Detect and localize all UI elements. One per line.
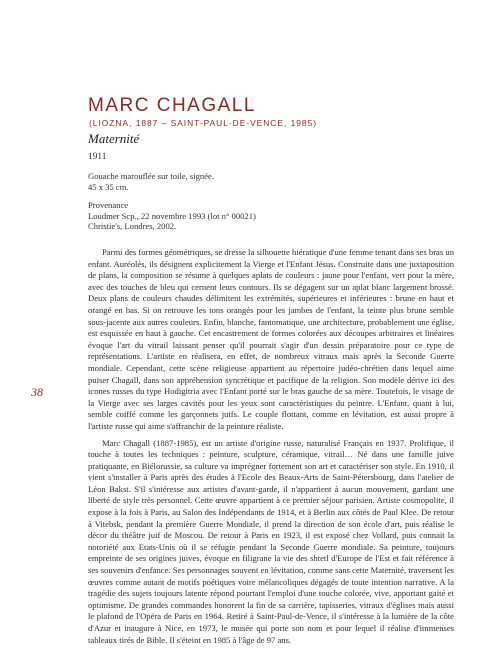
description-paragraph: Marc Chagall (1887-1985), est un artiste d'origine russe, naturalisé Français en 1937. Prolifique, il touche à toutes les techniques : peinture, sculpture, céramique, vitrail… Né dans une famille juive pratiquante, en Biélorussie, sa culture va imprégner fortement son art et caractériser son style. En 1910, il vient s'installer à Paris après des études à l'Ecole des Beaux-Arts de Saint-Pétersbourg, dans l'atelier de Léon Bakst. S'il s'intéresse aux artistes d'avant-garde, il n'appartient à aucun mouvement, gardant une liberté de style très personnel. Cette œuvre appartient à ce premier séjour parisien. Artiste cosmopolite, il expose à la fois à Paris, au Salon des Indépendants de 1914, et à Berlin aux côtés de Paul Klee. De retour à Vitebsk, pendant la première Guerre Mondiale, il prend la direction de son école d'art, puis réalise le décor du théâtre juif de Moscou. De retour à Paris en 1923, il est exposé chez Vollard, puis connait la notoriété aux Etats-Unis où il se réfugie pendant la Seconde Guerre mondiale. Sa peinture, toujours empreinte de ses origines juives, évoque en filigrane la vie des shtetl d'Europe de l'Est et fait référence à ses souvenirs d'enfance. Ses personnages souvent en lévitation, comme sans cette Maternité, traversent les œuvres comme autant de motifs poétiques voire mélancoliques dégagés de toute intention narrative. A la tragédie des sujets toujours latente répond pourtant l'emploi d'une touche colorée, vive, apportant gaité et optimisme. De grandes commandes honorent la fin de sa carrière, tapisseries, vitraux d'églises mais aussi le plafond de l'Opéra de Paris en 1964. Retiré à Saint-Paul-de-Vence, il s'intéresse à la lumière de la côte d'Azur et inaugure à Nice, en 1973, le musée qui porte son nom et pour lequel il réalise d'immenses tableaux tirés de Bible. Il s'éteint en 1985 à l'âge de 97 ans. [88, 437, 454, 645]
provenance-line: Loudmer Scp., 22 novembre 1993 (lot n° 00021) [88, 210, 256, 221]
description-text [88, 247, 454, 651]
artist-details: (LIOZNA, 1887 – SAINT-PAUL-DE-VENCE, 1985) [89, 118, 318, 128]
provenance-heading: Provenance [88, 200, 129, 210]
artwork-title: Maternité [88, 131, 140, 146]
artwork-technique: Gouache marouflée sur toile, signée. [88, 171, 214, 181]
artwork-year: 1911 [88, 152, 107, 162]
provenance-block [88, 200, 256, 232]
provenance-line: Christie's, Londres, 2002. [88, 221, 177, 231]
artwork-technique-block [88, 171, 214, 192]
artwork-dimensions: 45 x 35 cm. [88, 181, 129, 192]
artist-name: MARC CHAGALL [88, 95, 256, 116]
lot-number: 38 [31, 385, 43, 399]
description-paragraph: Parmi des formes géométriques, se dresse la silhouette hiératique d'une femme tenant dans ses bras un enfant. Auréolés, ils désignent explicitement la Vierge et l'Enfant Jésus. Construite dans une juxtaposition de plans, la composition se résume à quelques aplats de couleurs : jaune pour l'enfant, vert pour la mère, avec des touches de bleu qui cernent leurs contours. Ils se dégagent sur un aplat blanc largement brossé. Deux plans de couleurs chaudes délimitent les extrémités, supérieures et inférieures : brune en haut et orangé en bas. Si on retrouve les tons orangés pour les jambes de l'enfant, la teinte plus brune semble sous-jacente aux autres couleurs. Enfin, blanche, fantomatique, une architecture, probablement une église, est esquissée en haut à gauche. Cet encastrement de formes colorées aux découpes arbitraires et linéaires évoque l'art du vitrail laissant penser qu'il pourrait s'agir d'un dessin préparatoire pour ce type de représentations. L'artiste en réalisera, en effet, de nombreux vitraux mais après la Seconde Guerre mondiale. Cependant, cette scène religieuse appartient au répertoire judéo-chrétien dans lequel aime puiser Chagall, dans son appréhension syncrétique et pacifique de la religion. Son modèle dérive ici des icones russes du type Hodigitria avec l'Enfant porté sur le bras gauche de sa mère. Toutefois, le visage de la Vierge avec ses larges cavités pour les yeux sont caractéristiques du peintre. L'Enfant, quant à lui, semble coiffé comme les garçonnets juifs. Le couple flottant, comme en lévitation, est aussi propre à l'artiste russe qui aime s'affranchir de la peinture réaliste. [88, 247, 454, 431]
